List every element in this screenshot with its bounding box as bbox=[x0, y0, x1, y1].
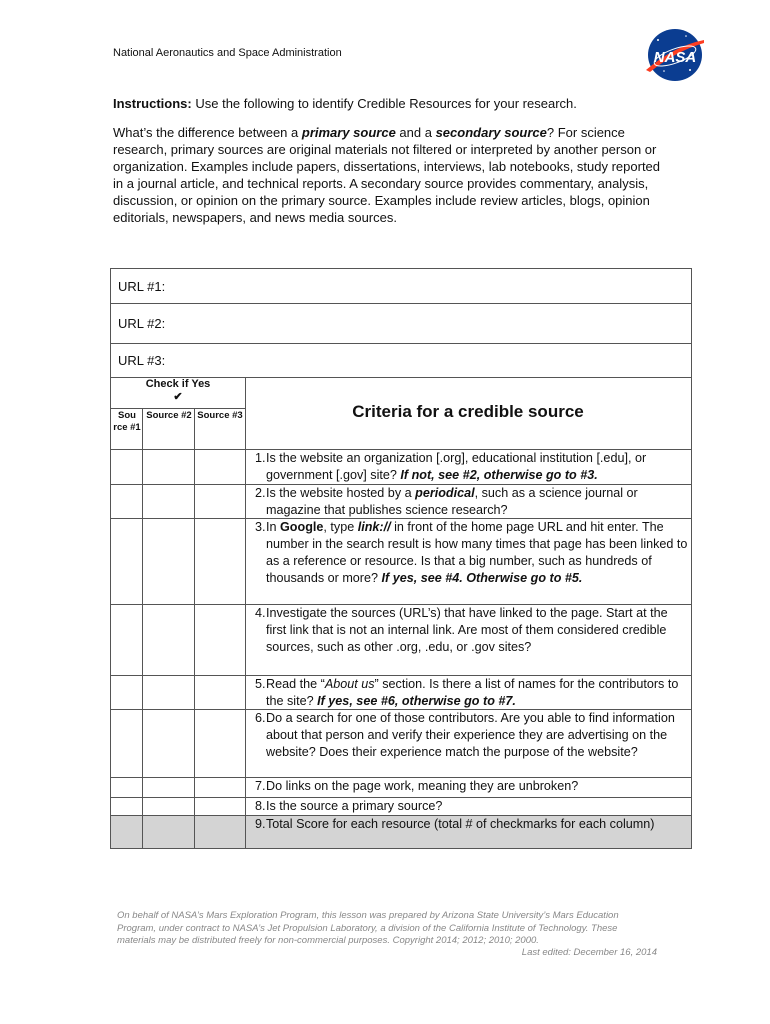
intro-text-2: and a bbox=[395, 125, 436, 140]
check-if-yes-header bbox=[111, 378, 245, 404]
logo-text: NASA bbox=[653, 49, 697, 66]
criterion-number: 7. bbox=[255, 779, 266, 793]
criterion-text: Do a search for one of those contributors. Are you able to find information about that person and verify their experience they are advertising on the website? Does their experience match the purpose of the website? bbox=[266, 711, 675, 759]
intro-paragraph bbox=[113, 124, 673, 226]
criteria-title: Criteria for a credible source bbox=[352, 402, 584, 421]
criterion-text: , type bbox=[323, 520, 358, 534]
criterion-number: 1. bbox=[255, 451, 266, 465]
url-2-field[interactable]: URL #2: bbox=[111, 304, 691, 344]
instructions bbox=[113, 95, 673, 112]
criterion-8 bbox=[249, 798, 689, 815]
criterion-9-total-score bbox=[249, 816, 689, 833]
intro-text-3: ? For science research, primary sources are original materials not filtered or interpreted by another person or organization. Examples include papers, dissertations, interviews, lab notebooks, study reported in a journal article, and technical reports. A secondary source provides commentary, analysis, discussion, or opinion on the primary source. Examples include review articles, blogs, opinion editorials, newspapers, and news media sources. bbox=[113, 125, 661, 225]
criterion-text: Total Score for each resource (total # of checkmarks for each column) bbox=[266, 817, 655, 831]
agency-name: National Aeronautics and Space Administration bbox=[113, 47, 342, 59]
term-primary-source: primary source bbox=[301, 125, 396, 140]
criterion-text: , such as a science journal or magazine that publishes science research? bbox=[266, 486, 638, 517]
checkmark-icon: ✔ bbox=[173, 391, 183, 403]
criterion-emphasis: link:// bbox=[357, 520, 391, 534]
criterion-number: 5. bbox=[255, 677, 266, 691]
last-edited: Last edited: December 16, 2014 bbox=[521, 947, 657, 958]
col-header-source-1: Sou rce #1 bbox=[113, 410, 141, 433]
col-header-source-3: Source #3 bbox=[197, 410, 243, 421]
criterion-keyword: Google bbox=[280, 520, 324, 534]
criterion-directive: If not, see #2, otherwise go to #3. bbox=[400, 468, 598, 482]
criterion-5 bbox=[249, 676, 689, 710]
url-1-field[interactable]: URL #1: bbox=[111, 269, 691, 304]
criterion-text: Investigate the sources (URL’s) that have linked to the page. Start at the first link that is not an internal link. Are most of them considered credible sources, such as other .org, .edu, or .gov sites? bbox=[266, 606, 668, 654]
intro-text-1: What’s the difference between a bbox=[113, 125, 302, 140]
criterion-text: In bbox=[266, 520, 281, 534]
credibility-table bbox=[110, 268, 692, 849]
divider bbox=[111, 408, 245, 409]
criterion-emphasis: periodical bbox=[415, 486, 475, 500]
criterion-text: Read the “ bbox=[266, 677, 325, 691]
footer-credit: On behalf of NASA’s Mars Exploration Program, this lesson was prepared by Arizona State University’s Mars Education Program, under contract to NASA’s Jet Propulsion Laboratory, a division of the California Institute of Technology. These materials may be distributed freely for non-commercial purposes. Copyright 2014; 2012; 2010; 2000. bbox=[117, 910, 619, 946]
criterion-2 bbox=[249, 485, 689, 519]
criterion-text: ” section. Is there a list of names for the contributors to the site? bbox=[266, 677, 679, 708]
term-secondary-source: secondary source bbox=[435, 125, 547, 140]
criterion-emphasis: About us bbox=[324, 677, 375, 691]
criterion-text: in front of the home page URL and hit enter. The number in the search result is how many times that page has been linked to as a reference or resource. Is that a big number, such as hundreds of thousands or more? bbox=[266, 520, 688, 585]
criterion-number: 3. bbox=[255, 520, 266, 534]
criterion-directive: If yes, see #4. Otherwise go to #5. bbox=[381, 571, 583, 585]
criterion-directive: If yes, see #6, otherwise go to #7. bbox=[317, 694, 516, 708]
criterion-6 bbox=[249, 710, 689, 761]
criterion-1 bbox=[249, 450, 689, 484]
criterion-text: Is the website hosted by a bbox=[266, 486, 416, 500]
criterion-number: 2. bbox=[255, 486, 266, 500]
criterion-text: Do links on the page work, meaning they are unbroken? bbox=[266, 779, 579, 793]
check-if-yes-label: Check if Yes bbox=[145, 378, 211, 390]
nasa-logo bbox=[644, 26, 706, 84]
divider bbox=[194, 408, 195, 848]
criterion-number: 9. bbox=[255, 817, 266, 831]
col-header-source-2: Source #2 bbox=[146, 410, 192, 421]
url-3-field[interactable]: URL #3: bbox=[111, 344, 691, 378]
instructions-text: Use the following to identify Credible Resources for your research. bbox=[191, 96, 577, 111]
criterion-text: Is the website an organization [.org], educational institution [.edu], or government [.gov] site? bbox=[266, 451, 647, 482]
criterion-text: Is the source a primary source? bbox=[266, 799, 443, 813]
criterion-4 bbox=[249, 605, 689, 656]
criterion-number: 8. bbox=[255, 799, 266, 813]
instructions-label: Instructions: bbox=[113, 96, 192, 111]
criterion-3 bbox=[249, 519, 689, 587]
criterion-number: 6. bbox=[255, 711, 266, 725]
criterion-number: 4. bbox=[255, 606, 266, 620]
divider bbox=[142, 408, 143, 848]
criterion-7 bbox=[249, 778, 689, 795]
